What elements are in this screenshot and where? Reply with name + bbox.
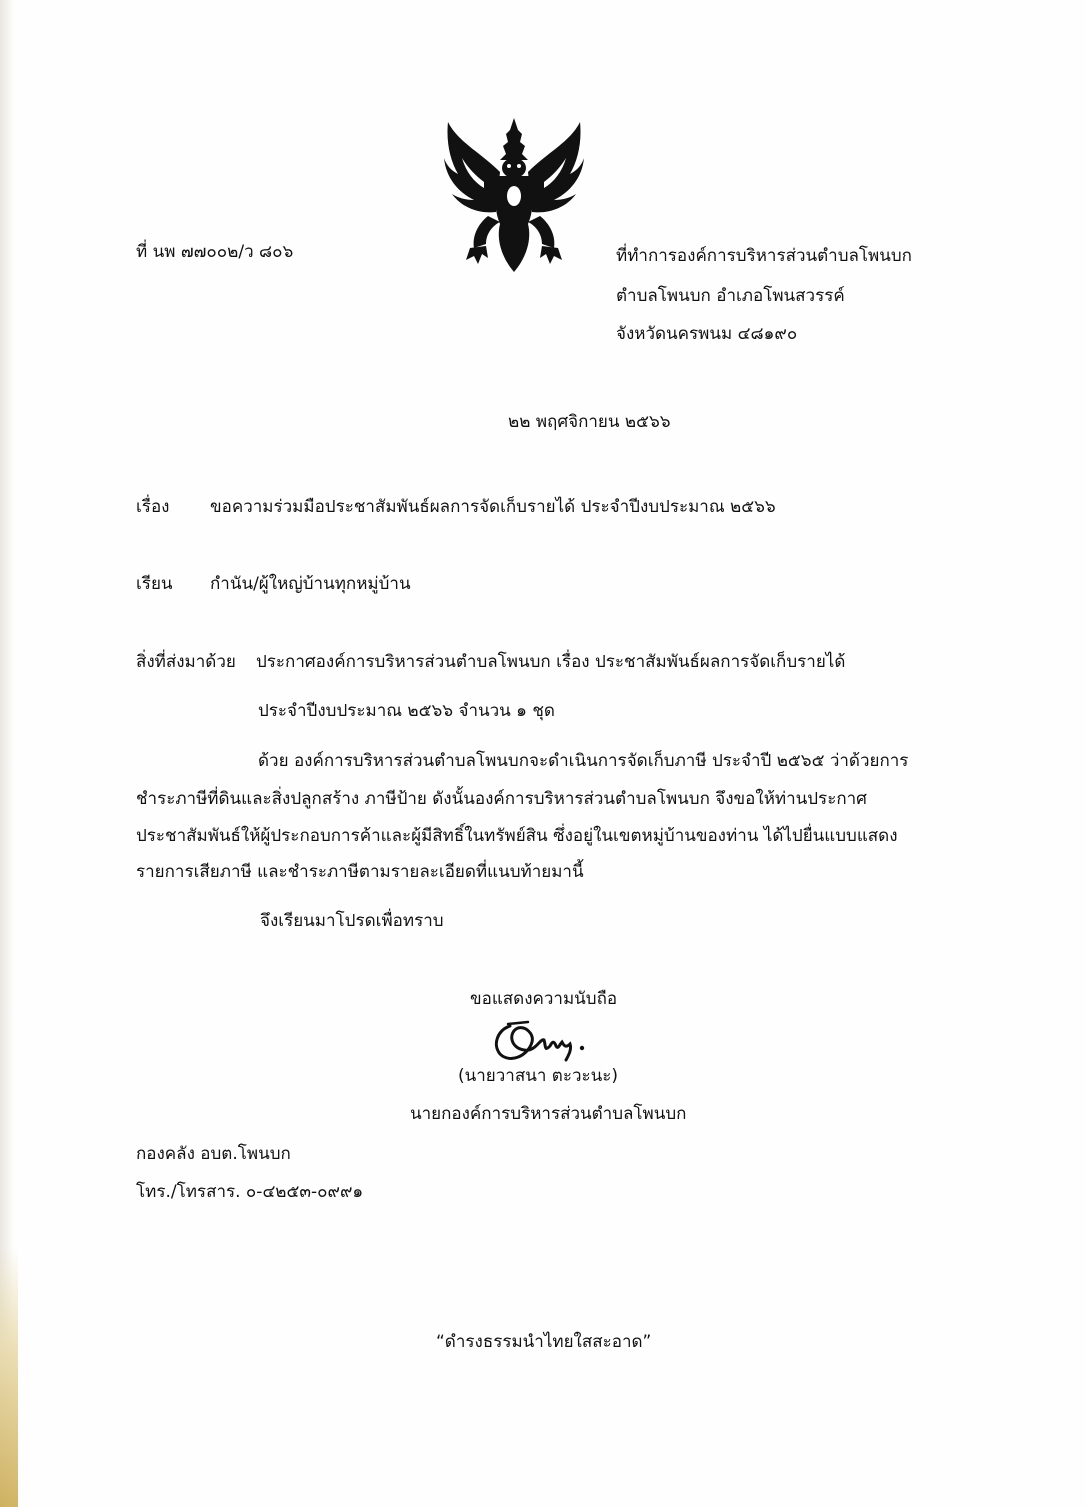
recipient-text: กำนัน/ผู้ใหญ่บ้านทุกหมู่บ้าน <box>210 574 411 594</box>
department: กองคลัง อบต.โพนบก <box>136 1144 291 1164</box>
body-line-4: รายการเสียภาษี และชำระภาษีตามรายละเอียดที่แนบท้ายมานี้ <box>136 862 584 882</box>
phone-fax: โทร./โทรสาร. ๐-๔๒๕๓-๐๙๙๑ <box>136 1182 364 1202</box>
body-line-1: ด้วย องค์การบริหารส่วนตำบลโพนบกจะดำเนินการจัดเก็บภาษี ประจำปี ๒๕๖๕ ว่าด้วยการ <box>258 751 909 771</box>
office-address-line2: ตำบลโพนบก อำเภอโพนสวรรค์ <box>616 286 845 306</box>
recipient-label: เรียน <box>136 574 173 594</box>
scan-edge-stain <box>0 1247 18 1507</box>
signer-title: นายกองค์การบริหารส่วนตำบลโพนบก <box>410 1104 687 1124</box>
motto: “ดำรงธรรมนำไทยใสสะอาด” <box>436 1332 652 1352</box>
office-address-line3: จังหวัดนครพนม ๔๘๑๙๐ <box>616 324 798 344</box>
salutation: ขอแสดงความนับถือ <box>470 989 618 1009</box>
signer-name: (นายวาสนา ตะวะนะ) <box>458 1066 619 1086</box>
letter-date: ๒๒ พฤศจิกายน ๒๕๖๖ <box>508 412 671 432</box>
document-number: ที่ นพ ๗๗๐๐๒/ว ๘๐๖ <box>136 242 294 262</box>
subject-label: เรื่อง <box>136 497 170 517</box>
enclosure-line2: ประจำปีงบประมาณ ๒๕๖๖ จำนวน ๑ ชุด <box>258 701 555 721</box>
closing-request: จึงเรียนมาโปรดเพื่อทราบ <box>260 911 444 931</box>
office-address-line1: ที่ทำการองค์การบริหารส่วนตำบลโพนบก <box>616 246 912 266</box>
body-line-2: ชำระภาษีที่ดินและสิ่งปลูกสร้าง ภาษีป้าย ดังนั้นองค์การบริหารส่วนตำบลโพนบก จึงขอให้ท่านประกาศ <box>136 789 867 809</box>
garuda-emblem-icon <box>440 112 588 280</box>
enclosure-label: สิ่งที่ส่งมาด้วย <box>136 652 236 672</box>
body-line-3: ประชาสัมพันธ์ให้ผู้ประกอบการค้าและผู้มีสิทธิ์ในทรัพย์สิน ซึ่งอยู่ในเขตหมู่บ้านของท่าน ได้ไปยื่นแบบแสดง <box>136 826 898 846</box>
subject-text: ขอความร่วมมือประชาสัมพันธ์ผลการจัดเก็บรายได้ ประจำปีงบประมาณ ๒๕๖๖ <box>210 497 776 517</box>
handwritten-signature <box>488 1016 598 1066</box>
enclosure-line1: ประกาศองค์การบริหารส่วนตำบลโพนบก เรื่อง ประชาสัมพันธ์ผลการจัดเก็บรายได้ <box>256 652 846 672</box>
